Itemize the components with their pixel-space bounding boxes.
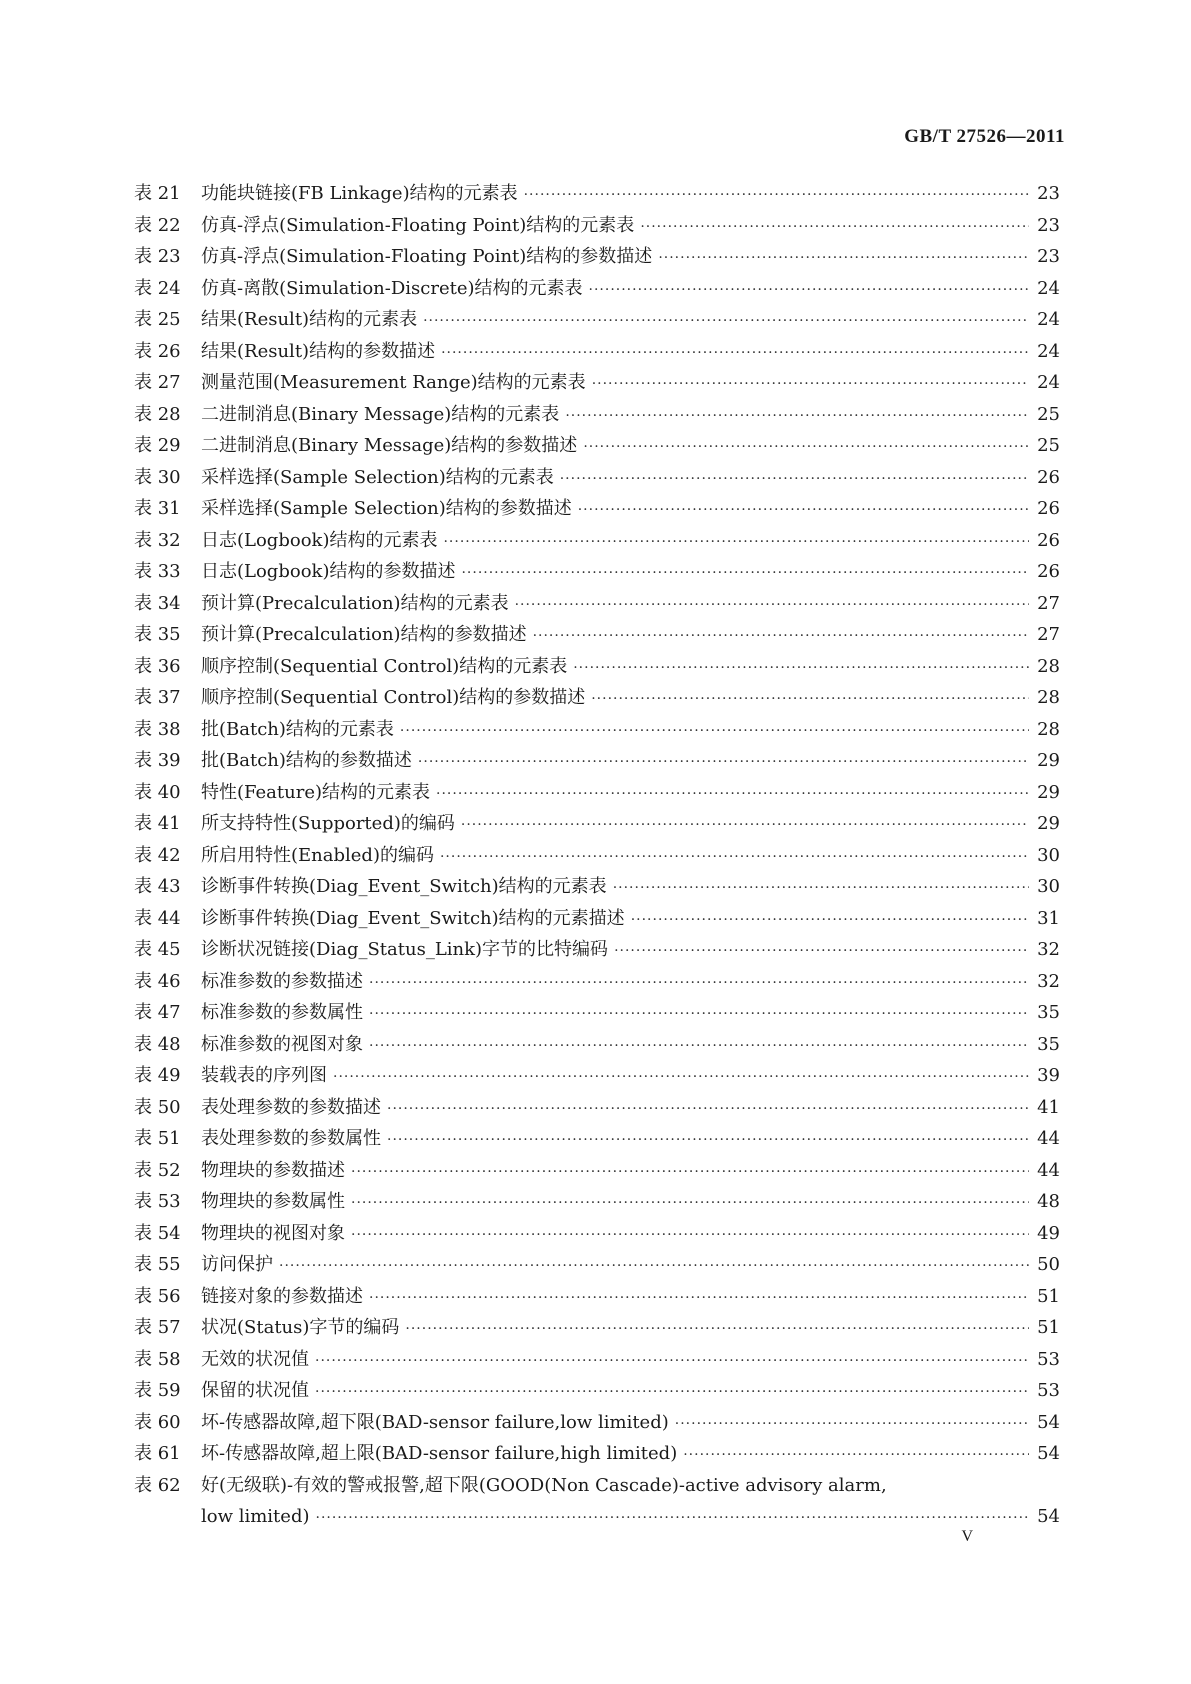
- toc-entry-number: 表 34: [134, 592, 181, 614]
- toc-entry-title: 批(Batch)结构的元素表: [201, 718, 394, 740]
- toc-entry-page: 25: [1037, 403, 1060, 425]
- toc-entry-number: 表 47: [134, 1002, 181, 1023]
- toc-entry-title: 标准参数的参数属性: [201, 1002, 363, 1023]
- toc-entry-title: 所支持特性(Supported)的编码: [201, 813, 455, 834]
- toc-entry-page: 27: [1037, 624, 1060, 645]
- toc-entry-title: 表处理参数的参数属性: [201, 1128, 381, 1149]
- toc-entry[interactable]: [134, 1344, 1060, 1376]
- toc-entry-page: 44: [1037, 1128, 1060, 1149]
- toc-dot-leader: [315, 1346, 1029, 1378]
- toc-dot-leader: [400, 716, 1029, 748]
- toc-dot-leader: [418, 747, 1029, 779]
- toc-entry[interactable]: [134, 903, 1060, 935]
- toc-entry-title: 采样选择(Sample Selection)结构的元素表: [201, 466, 554, 488]
- toc-entry-page: 54: [1037, 1443, 1060, 1464]
- toc-dot-leader: [369, 999, 1029, 1031]
- toc-entry-number: 表 61: [134, 1443, 181, 1464]
- toc-dot-leader: [440, 842, 1029, 874]
- toc-entry-page: 44: [1037, 1159, 1060, 1181]
- toc-entry-title: 诊断状况链接(Diag_Status_Link)字节的比特编码: [201, 939, 609, 960]
- toc-dot-leader: [387, 1094, 1029, 1126]
- toc-entry-number: 表 28: [134, 403, 181, 425]
- toc-entry-page: 35: [1037, 1033, 1060, 1055]
- toc-entry-page: 28: [1037, 687, 1060, 708]
- toc-entry-title: 二进制消息(Binary Message)结构的元素表: [201, 403, 560, 425]
- toc-entry-title: 链接对象的参数描述: [201, 1285, 363, 1307]
- toc-entry-page: 53: [1037, 1380, 1060, 1401]
- toc-entry[interactable]: [134, 934, 1060, 966]
- toc-entry[interactable]: [134, 1155, 1060, 1187]
- toc-dot-leader: [614, 936, 1029, 968]
- toc-dot-leader: [524, 180, 1029, 212]
- toc-entry-title: 标准参数的视图对象: [201, 1033, 363, 1055]
- page-footer-number: V: [961, 1528, 973, 1545]
- toc-entry-title: 功能块链接(FB Linkage)结构的元素表: [201, 183, 518, 204]
- toc-entry-number: 表 62: [134, 1474, 181, 1496]
- toc-entry-page: 23: [1037, 246, 1060, 267]
- toc-entry-title: 测量范围(Measurement Range)结构的元素表: [201, 372, 586, 393]
- toc-entry-number: 表 23: [134, 246, 181, 267]
- toc-entry[interactable]: [134, 871, 1060, 903]
- toc-entry-title: 所启用特性(Enabled)的编码: [201, 844, 434, 866]
- toc-dot-leader: [351, 1220, 1029, 1252]
- toc-entry-page: 29: [1037, 813, 1060, 834]
- toc-entry[interactable]: [134, 1123, 1060, 1155]
- toc-entry-page: 25: [1037, 435, 1060, 456]
- toc-entry-title: 诊断事件转换(Diag_Event_Switch)结构的元素描述: [201, 907, 625, 929]
- toc-entry-page: 30: [1037, 876, 1060, 897]
- toc-entry-title-continued: low limited): [201, 1506, 310, 1527]
- toc-entry-title: 保留的状况值: [201, 1380, 309, 1401]
- toc-entry[interactable]: [134, 1375, 1060, 1407]
- toc-dot-leader: [369, 968, 1029, 1000]
- toc-entry-title: 特性(Feature)结构的元素表: [201, 781, 431, 803]
- toc-entry-number: 表 42: [134, 844, 181, 866]
- toc-entry-page: 39: [1037, 1065, 1060, 1086]
- toc-entry[interactable]: [134, 1186, 1060, 1218]
- toc-entry-page: 50: [1037, 1254, 1060, 1275]
- toc-entry-number: 表 44: [134, 907, 181, 929]
- toc-entry-number: 表 41: [134, 813, 181, 834]
- toc-entry-title: 日志(Logbook)结构的参数描述: [201, 561, 456, 582]
- toc-entry-page: 51: [1037, 1317, 1060, 1338]
- toc-entry-number: 表 29: [134, 435, 181, 456]
- toc-entry-number: 表 35: [134, 624, 181, 645]
- toc-entry-number: 表 38: [134, 718, 181, 740]
- toc-dot-leader: [369, 1283, 1029, 1315]
- toc-entry[interactable]: [134, 619, 1060, 651]
- toc-entry[interactable]: [134, 556, 1060, 588]
- toc-entry[interactable]: [134, 304, 1060, 336]
- toc-entry-number: 表 53: [134, 1191, 181, 1212]
- toc-entry-number: 表 55: [134, 1254, 181, 1275]
- toc-entry-number: 表 48: [134, 1033, 181, 1055]
- toc-entry[interactable]: [134, 1470, 1060, 1533]
- toc-dot-leader: [683, 1440, 1029, 1472]
- toc-entry-page: 54: [1037, 1411, 1060, 1433]
- toc-dot-leader: [591, 684, 1029, 716]
- toc-entry[interactable]: [134, 178, 1060, 210]
- toc-dot-leader: [613, 873, 1029, 905]
- toc-entry-number: 表 27: [134, 372, 181, 393]
- toc-entry-number: 表 37: [134, 687, 181, 708]
- toc-entry-number: 表 45: [134, 939, 181, 960]
- toc-entry-title: 顺序控制(Sequential Control)结构的参数描述: [201, 687, 586, 708]
- toc-entry-page: 24: [1037, 277, 1060, 299]
- toc-entry-title: 好(无级联)-有效的警戒报警,超下限(GOOD(Non Cascade)-active advisory alarm,: [201, 1474, 887, 1496]
- toc-entry-page: 49: [1037, 1222, 1060, 1244]
- toc-dot-leader: [351, 1188, 1029, 1220]
- toc-entry-page: 24: [1037, 309, 1060, 330]
- toc-entry-page: 26: [1037, 466, 1060, 488]
- toc-entry-number: 表 57: [134, 1317, 181, 1338]
- toc-entry-number: 表 52: [134, 1159, 181, 1181]
- toc-dot-leader: [640, 212, 1029, 244]
- toc-entry-title: 采样选择(Sample Selection)结构的参数描述: [201, 498, 572, 519]
- toc-dot-leader: [560, 464, 1029, 496]
- toc-entry[interactable]: [134, 997, 1060, 1029]
- toc-entry[interactable]: [134, 777, 1060, 809]
- toc-entry[interactable]: [134, 1249, 1060, 1281]
- toc-entry-page: 31: [1037, 907, 1060, 929]
- toc-dot-leader: [316, 1503, 1030, 1535]
- toc-entry-title: 仿真-浮点(Simulation-Floating Point)结构的参数描述: [201, 246, 653, 267]
- toc-entry[interactable]: [134, 1312, 1060, 1344]
- toc-entry-number: 表 46: [134, 970, 181, 992]
- toc-entry-page: 26: [1037, 561, 1060, 582]
- toc-entry-page: 26: [1037, 529, 1060, 551]
- toc-entry-title: 坏-传感器故障,超上限(BAD-sensor failure,high limited): [201, 1443, 678, 1464]
- toc-entry-number: 表 25: [134, 309, 181, 330]
- toc-entry[interactable]: [134, 273, 1060, 305]
- toc-entry[interactable]: [134, 745, 1060, 777]
- toc-entry-number: 表 22: [134, 214, 181, 236]
- toc-entry[interactable]: [134, 808, 1060, 840]
- toc-entry-page: 29: [1037, 781, 1060, 803]
- toc-entry-page: 28: [1037, 655, 1060, 677]
- toc-entry-title: 仿真-浮点(Simulation-Floating Point)结构的元素表: [201, 214, 635, 236]
- toc-entry[interactable]: [134, 462, 1060, 494]
- toc-entry-title: 顺序控制(Sequential Control)结构的元素表: [201, 655, 568, 677]
- toc-entry-title: 坏-传感器故障,超下限(BAD-sensor failure,low limited): [201, 1411, 669, 1433]
- toc-entry-title: 预计算(Precalculation)结构的元素表: [201, 592, 509, 614]
- toc-entry-title: 访问保护: [201, 1254, 273, 1275]
- toc-entry-number: 表 30: [134, 466, 181, 488]
- toc-entry[interactable]: [134, 588, 1060, 620]
- toc-entry-number: 表 50: [134, 1096, 181, 1118]
- toc-entry-title: 标准参数的参数描述: [201, 970, 363, 992]
- toc-entry-number: 表 26: [134, 340, 181, 362]
- toc-entry-number: 表 32: [134, 529, 181, 551]
- toc-entry-title: 批(Batch)结构的参数描述: [201, 750, 412, 771]
- toc-entry[interactable]: [134, 682, 1060, 714]
- toc-entry[interactable]: [134, 367, 1060, 399]
- toc-dot-leader: [592, 369, 1029, 401]
- toc-entry-number: 表 24: [134, 277, 181, 299]
- page-header-code: GB/T 27526—2011: [904, 126, 1065, 147]
- toc-entry-number: 表 58: [134, 1348, 181, 1370]
- toc-entry-page: 51: [1037, 1285, 1060, 1307]
- toc-entry-title: 结果(Result)结构的元素表: [201, 309, 418, 330]
- toc-entry-number: 表 59: [134, 1380, 181, 1401]
- toc-entry[interactable]: [134, 525, 1060, 557]
- toc-dot-leader: [573, 653, 1029, 685]
- toc-dot-leader: [658, 243, 1029, 275]
- toc-entry-title: 二进制消息(Binary Message)结构的参数描述: [201, 435, 578, 456]
- toc-entry-page: 41: [1037, 1096, 1060, 1118]
- toc-entry-title: 物理块的参数描述: [201, 1159, 345, 1181]
- toc-entry-page: 24: [1037, 372, 1060, 393]
- toc-dot-leader: [387, 1125, 1029, 1157]
- toc-entry-number: 表 33: [134, 561, 181, 582]
- toc-dot-leader: [578, 495, 1029, 527]
- toc-dot-leader: [333, 1062, 1029, 1094]
- toc-dot-leader: [436, 779, 1029, 811]
- toc-entry-title: 物理块的参数属性: [201, 1191, 345, 1212]
- toc-dot-leader: [443, 527, 1029, 559]
- toc-entry-number: 表 51: [134, 1128, 181, 1149]
- toc-entry[interactable]: [134, 399, 1060, 431]
- toc-entry-title: 装载表的序列图: [201, 1065, 327, 1086]
- toc-entry[interactable]: [134, 1281, 1060, 1313]
- toc-entry[interactable]: [134, 1060, 1060, 1092]
- toc-entry-page: 26: [1037, 498, 1060, 519]
- toc-entry-number: 表 31: [134, 498, 181, 519]
- toc-dot-leader: [351, 1157, 1029, 1189]
- toc-entry-number: 表 56: [134, 1285, 181, 1307]
- toc-dot-leader: [423, 306, 1029, 338]
- toc-entry-page: 30: [1037, 844, 1060, 866]
- toc-entry-title: 仿真-离散(Simulation-Discrete)结构的元素表: [201, 277, 583, 299]
- toc-entry-page: 24: [1037, 340, 1060, 362]
- toc-entry[interactable]: [134, 336, 1060, 368]
- toc-entry-page: 29: [1037, 750, 1060, 771]
- toc-entry[interactable]: [134, 1029, 1060, 1061]
- toc-entry[interactable]: [134, 714, 1060, 746]
- toc-entry-page: 23: [1037, 183, 1060, 204]
- toc-entry[interactable]: [134, 1407, 1060, 1439]
- toc-dot-leader: [515, 590, 1030, 622]
- toc-dot-leader: [405, 1314, 1029, 1346]
- toc-entry-number: 表 36: [134, 655, 181, 677]
- toc-entry-number: 表 60: [134, 1411, 181, 1433]
- toc-entry-page: 53: [1037, 1348, 1060, 1370]
- toc-entry-title: 无效的状况值: [201, 1348, 309, 1370]
- toc-entry[interactable]: [134, 966, 1060, 998]
- toc-entry[interactable]: [134, 430, 1060, 462]
- toc-entry-page: 32: [1037, 970, 1060, 992]
- toc-entry-title: 表处理参数的参数描述: [201, 1096, 381, 1118]
- toc-entry-page: 28: [1037, 718, 1060, 740]
- toc-entry[interactable]: [134, 1218, 1060, 1250]
- toc-entry-number: 表 43: [134, 876, 181, 897]
- toc-entry[interactable]: [134, 210, 1060, 242]
- toc-entry-title: 诊断事件转换(Diag_Event_Switch)结构的元素表: [201, 876, 607, 897]
- toc-dot-leader: [441, 338, 1029, 370]
- toc-dot-leader: [675, 1409, 1029, 1441]
- toc-dot-leader: [533, 621, 1030, 653]
- toc-entry-title: 状况(Status)字节的编码: [201, 1317, 400, 1338]
- toc-entry[interactable]: [134, 493, 1060, 525]
- toc-dot-leader: [583, 432, 1029, 464]
- toc-entry-title: 日志(Logbook)结构的元素表: [201, 529, 438, 551]
- toc-dot-leader: [315, 1377, 1029, 1409]
- table-of-contents: [134, 178, 1060, 1533]
- toc-dot-leader: [461, 558, 1029, 590]
- toc-dot-leader: [461, 810, 1029, 842]
- toc-entry[interactable]: [134, 241, 1060, 273]
- toc-dot-leader: [369, 1031, 1029, 1063]
- toc-entry-number: 表 21: [134, 183, 181, 204]
- toc-entry[interactable]: [134, 1438, 1060, 1470]
- toc-entry[interactable]: [134, 1092, 1060, 1124]
- toc-entry-page: 35: [1037, 1002, 1060, 1023]
- toc-entry-title: 预计算(Precalculation)结构的参数描述: [201, 624, 527, 645]
- toc-entry-page: 32: [1037, 939, 1060, 960]
- toc-dot-leader: [565, 401, 1029, 433]
- toc-entry-page: 23: [1037, 214, 1060, 236]
- toc-dot-leader: [631, 905, 1029, 937]
- toc-entry-number: 表 40: [134, 781, 181, 803]
- toc-entry-number: 表 39: [134, 750, 181, 771]
- toc-dot-leader: [589, 275, 1030, 307]
- toc-entry-title: 结果(Result)结构的参数描述: [201, 340, 436, 362]
- toc-entry-number: 表 49: [134, 1065, 181, 1086]
- toc-entry-title: 物理块的视图对象: [201, 1222, 345, 1244]
- toc-entry-page: 27: [1037, 592, 1060, 614]
- toc-entry-page: 54: [1037, 1506, 1060, 1527]
- toc-entry[interactable]: [134, 840, 1060, 872]
- toc-dot-leader: [279, 1251, 1029, 1283]
- toc-entry[interactable]: [134, 651, 1060, 683]
- toc-entry-number: 表 54: [134, 1222, 181, 1244]
- toc-entry-page: 48: [1037, 1191, 1060, 1212]
